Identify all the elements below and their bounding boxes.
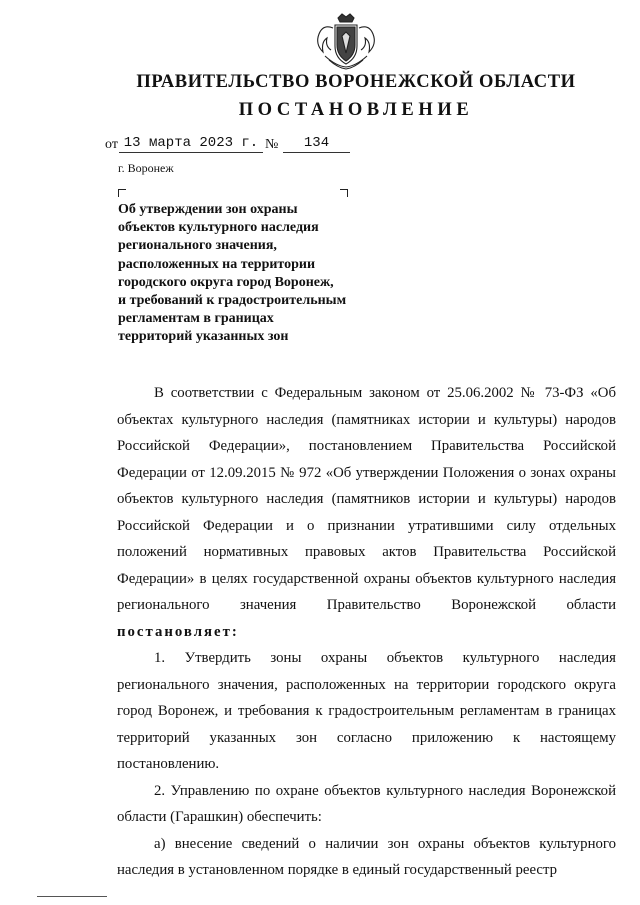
number-prefix: № [265, 137, 279, 152]
document-type: ПОСТАНОВЛЕНИЕ [238, 100, 474, 120]
item-2-paragraph: 2. Управлению по охране объектов культурного наследия Воронежской области (Гарашкин) обеспечить: [117, 782, 616, 825]
decree-word: постановляет: [117, 623, 239, 640]
title-line: регионального значения, [118, 238, 277, 254]
government-name: ПРАВИТЕЛЬСТВО ВОРОНЕЖСКОЙ ОБЛАСТИ [136, 72, 576, 92]
footer-rule [37, 896, 107, 897]
title-corner-left [118, 189, 126, 197]
document-number: 134 [283, 134, 350, 153]
title-corner-right [340, 189, 348, 197]
document-date: 13 марта 2023 г. [119, 134, 263, 153]
item-1-paragraph: 1. Утвердить зоны охраны объектов культурного наследия регионального значения, расположенных на территории городского округа город Воронеж, и требования к градостроительным регламентам в границах территорий указанных зон согласно приложению к настоящему постановлению. [117, 650, 616, 772]
city-label: г. Воронеж [118, 161, 174, 175]
title-line: регламентам в границах [118, 311, 274, 327]
title-line: расположенных на территории [118, 256, 316, 272]
preamble-text: В соответствии с Федеральным законом от 25.06.2002 № 73-ФЗ «Об объектах культурного наследия (памятниках истории и культуры) народов Российской Федерации», постановлением Правительства Российской Федерации от 12.09.2015 № 972 «Об утверждении Положения о зонах охраны объектов культурного наследия (памятников истории и культуры) народов Российской Федерации и о признании утратившими силу отдельных положений нормативных правовых актов Правительства Российской Федерации» в целях государственной охраны объектов культурного наследия регионального значения Правительство Воронежской области [117, 385, 616, 613]
title-line: объектов культурного наследия [118, 220, 319, 236]
title-line: городского округа город Воронеж, [118, 274, 334, 290]
title-line: территорий указанных зон [118, 329, 289, 345]
item-2a-paragraph: а) внесение сведений о наличии зон охраны объектов культурного наследия в установленном порядке в единый государственный реестр [117, 835, 616, 878]
coat-of-arms-icon [311, 12, 381, 70]
date-prefix: от [105, 137, 118, 152]
document-title [118, 201, 418, 347]
title-line: Об утверждении зон охраны [118, 202, 298, 217]
preamble-paragraph [117, 380, 616, 645]
date-number-row [105, 133, 365, 153]
title-line: и требований к градостроительным [118, 293, 347, 309]
document-body [117, 380, 616, 884]
